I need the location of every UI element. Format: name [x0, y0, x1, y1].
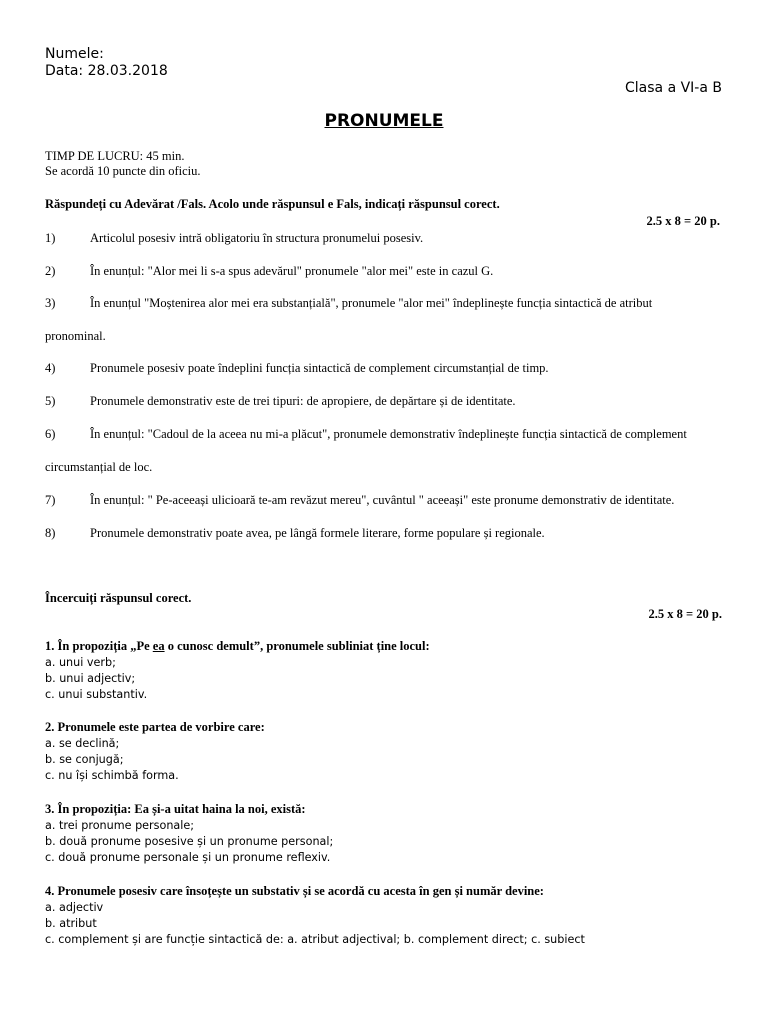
option-1b[interactable]: b. unui adjectiv; — [45, 672, 136, 685]
list-item-7 — [45, 493, 674, 508]
option-3b[interactable]: b. două pronume posesive și un pronume personal; — [45, 835, 334, 848]
list-item-1 — [45, 231, 423, 246]
item-number: 3) — [45, 296, 56, 310]
item-text: În enunțul "Moștenirea alor mei era substanțială", pronumele "alor mei" îndeplinește funcția sintactică de atribut — [90, 296, 653, 310]
list-item-6-continuation: circumstanțial de loc. — [45, 460, 153, 474]
item-number: 2) — [45, 264, 56, 278]
question-text-end: o cunosc demult”, pronumele subliniat ține locul: — [164, 639, 430, 653]
list-item-8 — [45, 526, 545, 541]
option-4c[interactable]: c. complement și are funcție sintactică de: a. atribut adjectival; b. complement direct; c. subiect — [45, 933, 585, 946]
question-2: 2. Pronumele este partea de vorbire care: — [45, 720, 265, 734]
option-2b[interactable]: b. se conjugă; — [45, 753, 124, 766]
option-4a[interactable]: a. adjectiv — [45, 901, 104, 914]
item-number: 4) — [45, 361, 56, 375]
section1-instruction: Răspundeți cu Adevărat /Fals. Acolo unde răspunsul e Fals, indicați răspunsul corect. — [45, 197, 500, 211]
underlined-pronoun: ea — [152, 639, 165, 653]
question-3: 3. În propoziția: Ea și-a uitat haina la noi, există: — [45, 802, 306, 816]
item-number: 8) — [45, 526, 56, 540]
item-number: 5) — [45, 394, 56, 408]
work-time: TIMP DE LUCRU: 45 min. — [45, 149, 185, 163]
section2-points: 2.5 x 8 = 20 p. — [648, 607, 722, 621]
list-item-3 — [45, 296, 652, 311]
bonus-points: Se acordă 10 puncte din oficiu. — [45, 164, 201, 178]
list-item-3-continuation: pronominal. — [45, 329, 106, 343]
item-text: Articolul posesiv intră obligatoriu în structura pronumelui posesiv. — [90, 231, 424, 245]
question-4: 4. Pronumele posesiv care însoțește un substativ și se acordă cu acesta în gen și număr devine: — [45, 884, 544, 898]
section2-instruction: Încercuiți răspunsul corect. — [45, 591, 192, 605]
option-2c[interactable]: c. nu își schimbă forma. — [45, 769, 179, 782]
class-label: Clasa a VI-a B — [625, 80, 722, 96]
date-label: Data: 28.03.2018 — [45, 63, 168, 79]
item-number: 6) — [45, 427, 56, 441]
item-text: Pronumele demonstrativ este de trei tipuri: de apropiere, de depărtare și de identitate. — [90, 394, 516, 408]
item-text: Pronumele demonstrativ poate avea, pe lângă formele literare, forme populare și regionale. — [90, 526, 545, 540]
option-4b[interactable]: b. atribut — [45, 917, 97, 930]
item-text: În enunțul: " Pe-aceeași ulicioară te-am revăzut mereu", cuvântul " aceeași" este pronume demonstrativ de identitate. — [90, 493, 675, 507]
option-2a[interactable]: a. se declină; — [45, 737, 120, 750]
section1-points: 2.5 x 8 = 20 p. — [646, 214, 720, 228]
list-item-4 — [45, 361, 549, 376]
question-1 — [45, 639, 430, 654]
item-text: Pronumele posesiv poate îndeplini funcția sintactică de complement circumstanțial de timp. — [90, 361, 549, 375]
option-3c[interactable]: c. două pronume personale și un pronume reflexiv. — [45, 851, 331, 864]
list-item-6 — [45, 427, 687, 442]
item-text: În enunțul: "Alor mei li s-a spus adevărul" pronumele "alor mei" este in cazul G. — [90, 264, 494, 278]
list-item-5 — [45, 394, 516, 409]
item-number: 7) — [45, 493, 56, 507]
list-item-2 — [45, 264, 493, 279]
question-text: 1. În propoziția „Pe — [45, 639, 153, 653]
option-1c[interactable]: c. unui substantiv. — [45, 688, 148, 701]
item-number: 1) — [45, 231, 56, 245]
option-3a[interactable]: a. trei pronume personale; — [45, 819, 195, 832]
page-title: PRONUMELE — [324, 111, 444, 131]
item-text: În enunțul: "Cadoul de la aceea nu mi-a plăcut", pronumele demonstrativ îndeplinește funcția sintactică de complement — [90, 427, 687, 441]
name-label: Numele: — [45, 46, 104, 62]
option-1a[interactable]: a. unui verb; — [45, 656, 116, 669]
